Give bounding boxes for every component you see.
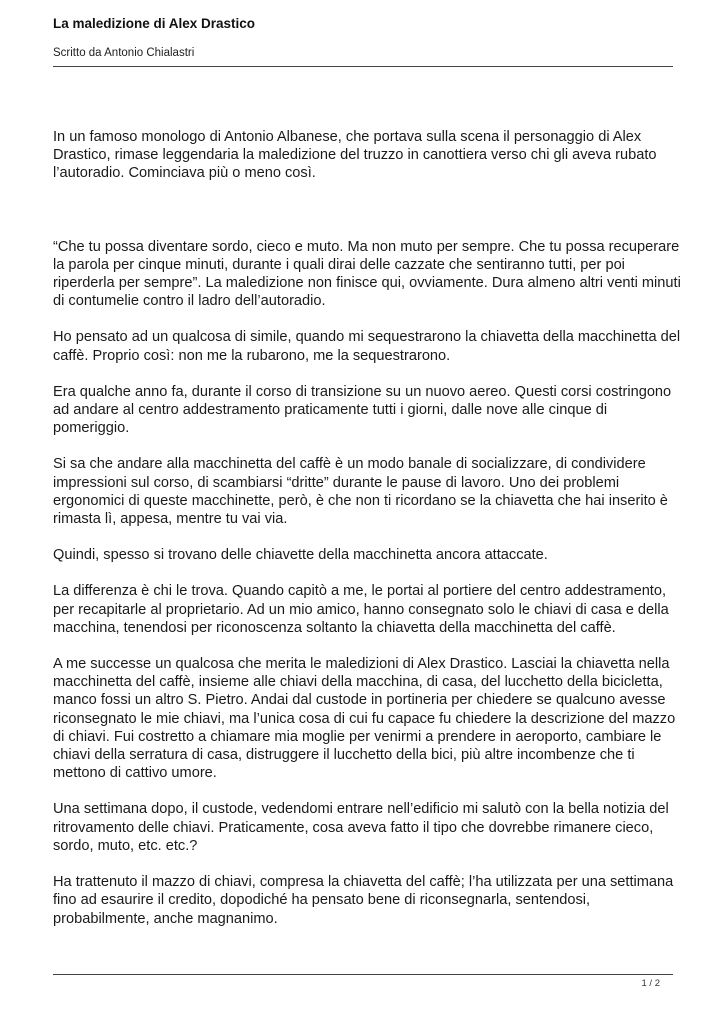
paragraph: Ho pensato ad un qualcosa di simile, quando mi sequestrarono la chiavetta della macchinetta del caffè. Proprio così: non me la rubarono, me la sequestrarono. xyxy=(53,329,681,364)
paragraph: A me successe un qualcosa che merita le maledizioni di Alex Drastico. Lasciai la chiavetta nella macchinetta del caffè, insieme alle chiavi della macchina, di casa, del lucchetto della bicicletta, manco fossi un altro S. Pietro. Andai dal custode in portineria per chiedere se qualcuno avesse riconsegnato le mie chiavi, ma l’unica cosa di cui fu capace fu chiedere la descrizione del mazzo di chiavi. Fui costretto a chiamare mia moglie per venirmi a prendere in aeroporto, cambiare le chiavi della serratura di casa, distruggere il lucchetto della bici, più altre incombenze che ti mettono di cattivo umore. xyxy=(53,656,676,782)
paragraph: “Che tu possa diventare sordo, cieco e muto. Ma non muto per sempre. Che tu possa recuperare la parola per cinque minuti, durante i quali dirai delle cazzate che sentiranno tutti, per poi riperderla per sempre”. La maledizione non finisce qui, ovviamente. Dura almeno altri venti minuti di contumelie contro il ladro dell’autoradio. xyxy=(53,238,681,310)
paragraph: Si sa che andare alla macchinetta del caffè è un modo banale di socializzare, di condividere impressioni sul corso, di scambiarsi “dritte” durante le pause di lavoro. Uno dei problemi ergonomici di queste macchinette, però, è che non ti ricordano se la chiavetta che hai inserito è rimasta lì, appesa, mentre tu vai via. xyxy=(53,456,668,528)
page-header xyxy=(53,14,673,67)
paragraph: Una settimana dopo, il custode, vedendomi entrare nell’edificio mi salutò con la bella notizia del ritrovamento delle chiavi. Praticamente, cosa aveva fatto il tipo che dovrebbe rimanere cieco, sordo, muto, etc. etc.? xyxy=(53,801,669,854)
document-title: La maledizione di Alex Drastico xyxy=(53,16,256,31)
document-author: Scritto da Antonio Chialastri xyxy=(53,47,195,59)
page-footer xyxy=(53,974,673,989)
paragraph: La differenza è chi le trova. Quando capitò a me, le portai al portiere del centro addestramento, per recapitarle al proprietario. Ad un mio amico, hanno consegnato solo le chiavi di casa e della macchina, tenendosi per riconoscenza soltanto la chiavetta della macchinetta del caffè. xyxy=(53,583,669,636)
page-number: 1 / 2 xyxy=(641,978,660,989)
paragraph: Ha trattenuto il mazzo di chiavi, compresa la chiavetta del caffè; l’ha utilizzata per una settimana fino ad esaurire il credito, dopodiché ha pensato bene di riconsegnarla, sentendosi, probabilmente, anche magnanimo. xyxy=(53,874,674,927)
paragraph: In un famoso monologo di Antonio Albanese, che portava sulla scena il personaggio di Alex Drastico, rimase leggendaria la maledizione del truzzo in canottiera verso chi gli aveva rubato l’autoradio. Cominciava più o meno così. xyxy=(53,129,657,182)
paragraph: Era qualche anno fa, durante il corso di transizione su un nuovo aereo. Questi corsi costringono ad andare al centro addestramento praticamente tutti i giorni, dalle nove alle cinque di pomeriggio. xyxy=(53,383,672,437)
paragraph: Quindi, spesso si trovano delle chiavette della macchinetta ancora attaccate. xyxy=(53,547,548,564)
article-body xyxy=(53,128,683,946)
